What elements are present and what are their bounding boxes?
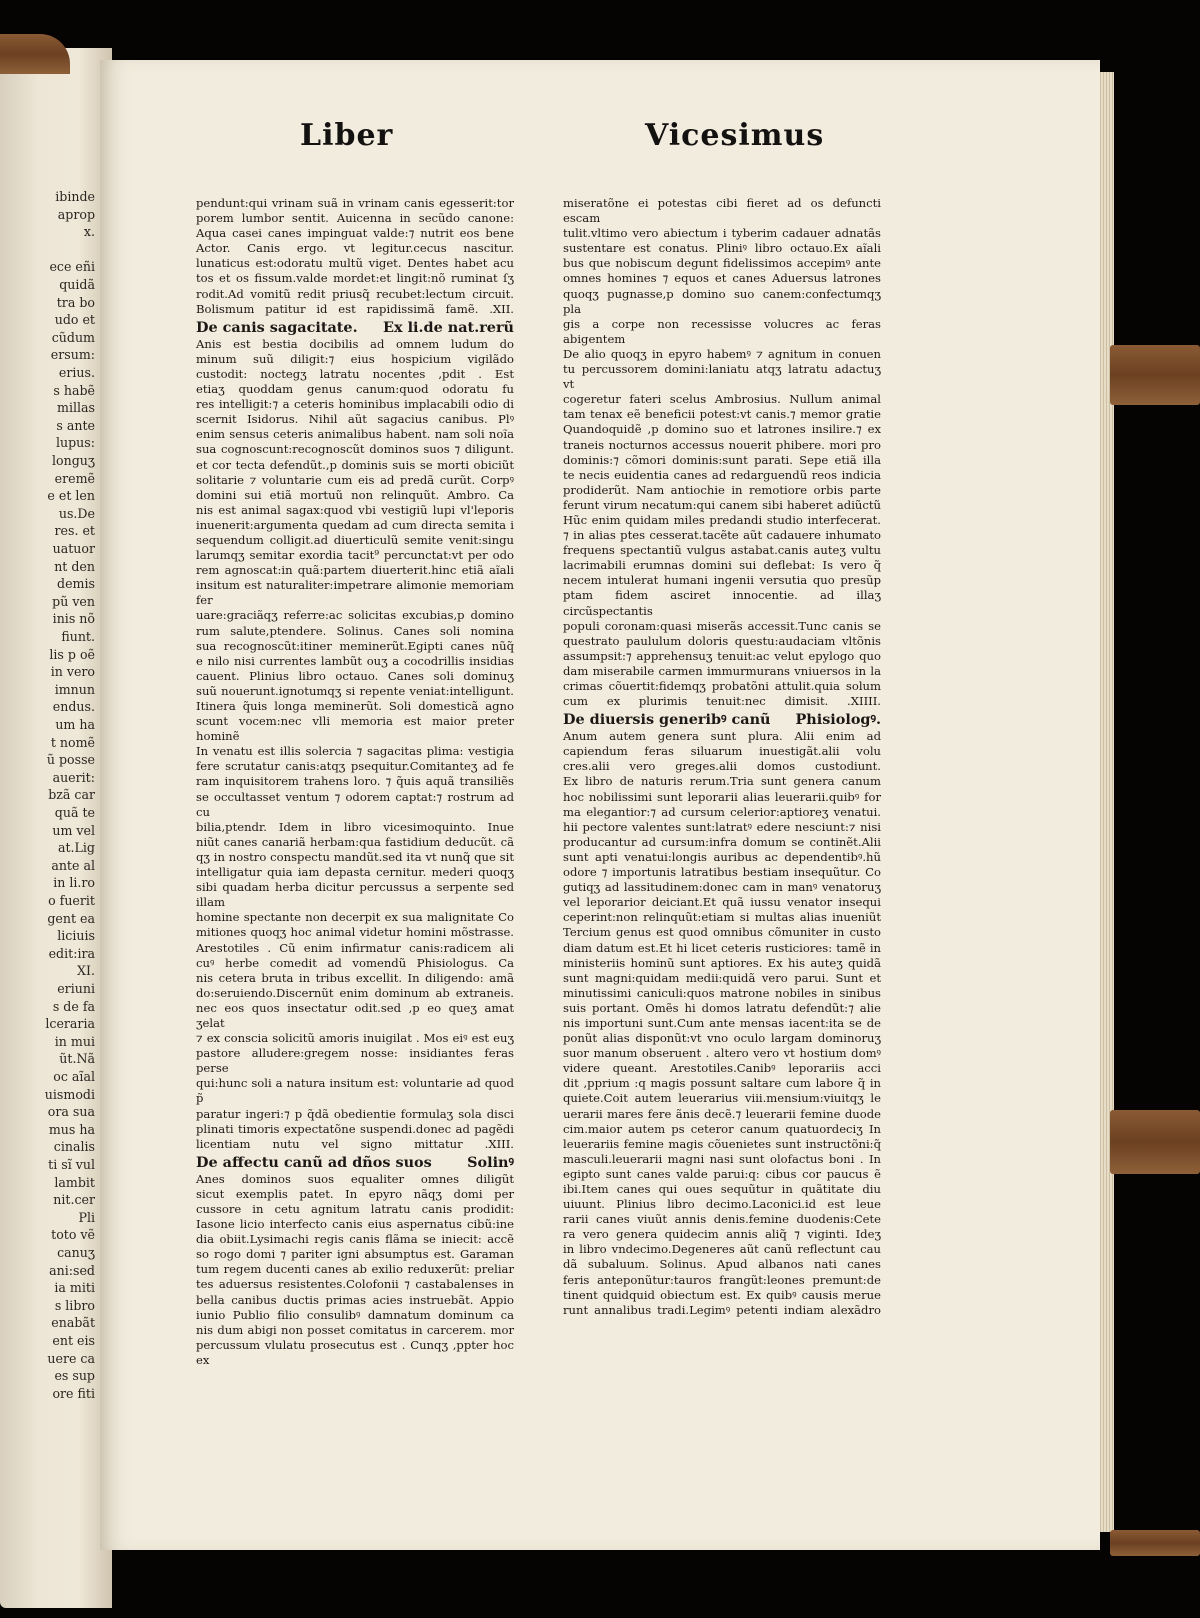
text-line: bella canibus ductis primas acies instruebãt. Appio (196, 1292, 514, 1307)
text-line: homine spectante non decerpit ex sua malignitate Co (196, 910, 514, 925)
left-page-text-fragment: ibinde (55, 189, 95, 204)
left-page-text-fragment: cinalis (53, 1139, 95, 1155)
chapter-source: Ex li.de nat.rerũ (383, 318, 514, 336)
left-page-text-fragment: enabãt (51, 1315, 95, 1331)
text-line: bilia,ptendr. Idem in libro vicesimoquinto. Inue (196, 819, 514, 834)
left-page-text-fragment: ece eñi (49, 259, 95, 275)
left-page-text-fragment: t nomẽ (50, 734, 95, 750)
text-line: nis importuni sunt.Cum ante mensas iacent:ita se de (563, 1015, 881, 1030)
left-page-text-fragment: lceraria (45, 1016, 95, 1032)
left-page-text-fragment: ia miti (54, 1280, 95, 1296)
text-line: miseratõne ei potestas cibi fieret ad os defuncti escam (563, 196, 881, 226)
text-line: masculi.leuerarii magni nasi sunt olofactus boni . In (563, 1151, 881, 1166)
text-line: larumqʒ semitar exordia tacit⁹ percunctat:vt per odo (196, 548, 514, 563)
text-line: quiete.Coit autem leuerarius viii.mensium:viuitqʒ le (563, 1091, 881, 1106)
text-line: producantur ad cursum:infra domum se continẽt.Alii (563, 834, 881, 849)
left-page-text-fragment: quã te (54, 805, 95, 820)
left-page-text-fragment: fiunt. (61, 629, 95, 644)
text-line: Bolismum patitur id est rapidissimã famẽ. .XII. (196, 301, 514, 316)
text-line: mitiones quoqʒ hoc animal videtur homini mõstrasse. (196, 925, 514, 940)
text-column-right (563, 196, 881, 1318)
text-line: rarii canes viuũt annis denis.femine duodenis:Cete (563, 1212, 881, 1227)
text-line: egipto sunt canes valde parui:q: cibus cor paucus ẽ (563, 1166, 881, 1181)
text-line: ferunt virum necatum:qui canem sibi haberet adiũctũ (563, 497, 881, 512)
left-page-text-fragment: s habẽ (53, 382, 95, 398)
left-page-text-fragment: oc aĩal (53, 1069, 95, 1084)
text-line: cogeretur fateri scelus Ambrosius. Nullum animal (563, 392, 881, 407)
left-page-text-fragment: eriuni (57, 981, 95, 996)
binding-leather-top (0, 34, 70, 74)
left-page-text-fragment: ani:sed (49, 1262, 95, 1278)
text-line: sunt magni:quidam medii:quidã vero parui. Sunt et (563, 970, 881, 985)
left-page-text-fragment: lambit (54, 1174, 95, 1190)
text-line: Anis est bestia docibilis ad omnem ludum do (196, 336, 514, 351)
left-page-text-fragment: inis nõ (52, 611, 95, 627)
text-line: hoc nobilissimi sunt leporarii alias leuerarii.quibꝰ for (563, 789, 881, 804)
binding-strap-lower (1110, 1530, 1200, 1556)
text-line: traneis nocturnos accessus nouerit phibere. mori pro (563, 437, 881, 452)
text-line: cauent. Plinius libro octauo. Canes soli dominuʒ (196, 668, 514, 683)
text-line: ibi.Item canes qui oues sequũtur in quãtitate diu (563, 1182, 881, 1196)
text-line: vel leporarior deiciant.Et quã iussu venator insequi (563, 895, 881, 910)
text-line: dit ,pprium :q magis possunt saltare cum labore q̃ in (563, 1076, 881, 1091)
main-page (100, 60, 1100, 1550)
text-line: tum regem ducenti canes ab exilio reduxerũt: preliar (196, 1262, 514, 1277)
text-line: ponũt alias disponũt:vt vno oculo largam dominoruʒ (563, 1031, 881, 1046)
text-line: rodit.Ad vomitũ redit priusq̃ recubet:lectum circuit. (196, 286, 514, 301)
text-line: rum salute,ptendere. Solinus. Canes soli nomina (196, 623, 514, 638)
text-line: feris anteponũtur:tauros frangũt:leones premunt:de (563, 1272, 881, 1287)
text-line: quoqʒ pugnasse,p domino suo canem:confectumqʒ pla (563, 286, 881, 316)
text-line: gis a corpe non recessisse volucres ac feras abigentem (563, 316, 881, 346)
text-line: ma elegantior:⁊ ad cursum celerior:aptioreʒ venatui. (563, 804, 881, 819)
text-line: suor manum obseruent . altero vero vt hostium domꝰ (563, 1046, 881, 1061)
text-line: Arestotiles . Cũ enim infirmatur canis:radicem ali (196, 940, 514, 955)
left-page-text-fragment: es sup (54, 1368, 95, 1384)
text-line: populi coronam:quasi miserãs accessit.Tunc canis se (563, 618, 881, 633)
left-page-text-fragment: ersum: (50, 347, 95, 363)
left-page-text-fragment: o fuerit (48, 893, 95, 908)
text-line: plinati timoris expectatõne suspendi.donec ad pagẽdi (196, 1121, 514, 1136)
text-line: videre queant. Arestotiles.Canibꝰ leporariis acci (563, 1061, 881, 1076)
text-line: lacrimabili erumnas domini sui deflebat: Is vero q̃ (563, 558, 881, 573)
text-line: De alio quoqʒ in epyro habemꝰ ⁊ agnitum in conuen (563, 346, 881, 361)
text-line: tos et os fissum.valde mordet:et lingit:nõ ruminat ſʒ (196, 271, 514, 286)
text-line: nec eos quos insectatur odit.sed ,p eo queʒ amat ʒelat (196, 1000, 514, 1030)
text-line: tulit.vltimo vero abiectum i tyberim cadauer adnatãs (563, 226, 881, 241)
text-line: uerarii mares fere ãnis decẽ.⁊ leuerarii femine duode (563, 1106, 881, 1121)
text-line: Hũc enim quidam miles predandi studio interfecerat. (563, 512, 881, 527)
left-facing-page (0, 48, 112, 1608)
text-line: qʒ in nostro conspectu mandũt.sed ita vt nunq̃ que sit (196, 849, 514, 864)
text-line: prodiderũt. Nam antiochie in remotiore orbis parte (563, 482, 881, 497)
paragraph-block (196, 337, 514, 1152)
text-line: nis est animal sagax:quod vbi vestigiũ lupi vl'leporis (196, 502, 514, 517)
text-line: sua recognoscũt:itiner meminerũt.Egipti canes nũq̃ (196, 638, 514, 653)
text-line: uiuunt. Plinius libro decimo.Laconici.id est leue (563, 1197, 881, 1212)
text-line: capiendum feras siluarum inuestigãt.alii volu (563, 744, 881, 759)
text-line: In venatu est illis solercia ⁊ sagacitas plima: vestigia (196, 744, 514, 759)
left-page-text-fragment: bzã car (48, 787, 95, 803)
binding-strap-upper (1110, 345, 1200, 405)
text-line: cres.alii vero greges.alii domos custodiunt. (563, 759, 881, 774)
left-page-text-fragment: um vel (52, 822, 95, 838)
chapter-source: Phisiologꝰ. (795, 711, 881, 729)
left-page-text-fragment: liciuis (57, 928, 95, 944)
left-page-text-fragment: x. (83, 224, 95, 240)
text-line: lunaticus est:odoratu multũ viget. Dentes habet acu (196, 256, 514, 271)
left-page-text-fragment: Pli (78, 1209, 95, 1225)
left-page-text-fragment: quidã (59, 277, 95, 292)
text-line: porem lumbor sentit. Auicenna in secũdo canone: (196, 211, 514, 226)
text-line: ra vero genera quidecim annis aliq̃ ⁊ viginti. Ideʒ (563, 1227, 881, 1242)
paragraph-block (563, 196, 881, 709)
text-line: insitum est naturaliter:impetrare alimonie memoriam fer (196, 578, 514, 608)
text-line: Tercium genus est quod omnibus cõmuniter in custo (563, 925, 881, 940)
text-line: minum suũ diligit:⁊ eius hospicium vigilãdo (196, 351, 514, 366)
text-line: diam datum est.Et hi licet ceteris rusticiores: tamẽ in (563, 940, 881, 955)
left-page-text-fragment: uatuor (52, 541, 95, 556)
text-line: Anum autem genera sunt plura. Alii enim ad (563, 729, 881, 744)
text-line: sequendum colligit.ad diuerticulũ semite venit:singu (196, 532, 514, 547)
text-line: crimas cõuertit:fidemqʒ probatõni attulit.quia solum (563, 679, 881, 693)
left-page-text-fragment: lupus: (55, 435, 95, 451)
left-page-text-fragment: eremẽ (54, 470, 95, 486)
text-line: sibi quadam herba dicitur percussus a serpente sed illam (196, 880, 514, 910)
text-column-left (196, 196, 514, 1368)
text-line: solitarie ⁊ voluntarie cum eis ad predã curũt. Corpꝰ (196, 472, 514, 487)
text-line: do:seruiendo.Discernũt enim dominum ab extraneis. (196, 985, 514, 1000)
text-line: dã subaluum. Solinus. Apud albanos nati canes (563, 1257, 881, 1272)
text-line: Itinera q̃uis longa meminerũt. Soli domesticã agno (196, 699, 514, 713)
left-page-text-fragment: at.Lig (57, 840, 95, 856)
text-line: custodit: noctegʒ latratu nocentes ,pdit . Est (196, 366, 514, 381)
left-page-text-fragment: edit:ira (48, 945, 95, 961)
chapter-title: De diuersis generibꝰ canũ (563, 711, 771, 729)
text-line: omnes homines ⁊ equos et canes Aduersus latrones (563, 271, 881, 286)
text-line: sua cognoscunt:recognoscũt dominos suos ⁊ diligunt. (196, 442, 514, 457)
text-line: niũt canes canariã herbam:qua fastidium deducũt. cã (196, 834, 514, 849)
text-line: nis cetera bruta in tribus excellit. In diligendo: amã (196, 970, 514, 985)
chapter-heading (563, 711, 881, 728)
left-page-text-fragment: s de fa (52, 998, 95, 1014)
text-line: sicut exemplis patet. In epyro nãqʒ domi per (196, 1186, 514, 1201)
text-line: in libro vndecimo.Degeneres aũt canũ reflectunt cau (563, 1242, 881, 1257)
left-page-text-fragment: ante al (51, 857, 95, 873)
left-page-text-fragment: um ha (55, 717, 95, 732)
left-page-text-fragment: auerit: (52, 769, 95, 785)
text-line: domini sui etiã mortuũ non relinquũt. Ambro. Ca (196, 487, 514, 502)
text-line: et cor tecta defendũt.,p dominis suis se morti obiciũt (196, 457, 514, 472)
text-line: pastore alludere:gregem nosse: insidiantes feras perse (196, 1046, 514, 1076)
text-line: qui:hunc soli a natura insitum est: voluntarie ad quod p̃ (196, 1076, 514, 1106)
text-line: Iasone licio interfecto canis eius aspernatus cibũ:ine (196, 1217, 514, 1232)
left-page-text-fragment: e et len (47, 488, 95, 504)
left-page-text-fragment: uismodi (44, 1086, 95, 1102)
left-page-text-fragment: in li.ro (53, 875, 95, 891)
text-line: intelligatur quia iam depasta cernitur. mederi quoqʒ (196, 865, 514, 880)
text-line: runt annalibus tradi.Legimꝰ petenti indiam alexãdro (563, 1302, 881, 1317)
text-line: paratur ingeri:⁊ p q̃dã obedientie formulaʒ sola disci (196, 1106, 514, 1121)
text-line: tes aduersus resistentes.Colofonii ⁊ castabalenses in (196, 1277, 514, 1292)
left-page-text-fragment: in vero (50, 664, 95, 680)
text-line: leuerariis femine magis cõuenietes sunt instructõni:q̃ (563, 1136, 881, 1151)
text-line: e nilo nisi currentes lambũt ouʒ a cocodrillis insidias (196, 653, 514, 668)
text-line: res intelligit:⁊ a ceteris hominibus implacabili odio di (196, 397, 514, 412)
text-line: sunt apti venatui:longis auribus ac dependentibꝰ.hũ (563, 849, 881, 864)
left-page-text-fragment: lis p oẽ (49, 646, 95, 662)
left-page-text-fragment: millas (57, 400, 95, 416)
text-line: scernit Isidorus. Nihil aũt sagacius canibus. Plꝰ (196, 412, 514, 427)
text-line: inuenerit:argumenta quedam ad cum directa semita i (196, 517, 514, 532)
text-line: frequens spectantiũ vulgus astabat.canis auteʒ vultu (563, 543, 881, 558)
left-page-text-fragment: res. et (54, 523, 95, 539)
text-line: tam tenax eẽ beneficii potest:vt canis.⁊ memor gratie (563, 407, 881, 422)
left-page-text-fragment: nit.cer (53, 1192, 95, 1208)
chapter-heading (196, 319, 514, 336)
left-page-text-fragment: ti sĩ vul (48, 1157, 95, 1172)
left-page-text-fragment: XI. (77, 963, 95, 979)
left-page-text-fragment: endus. (52, 699, 95, 715)
text-line: etiaʒ quoddam genus canum:quod odoratu fu (196, 382, 514, 397)
text-line: Anes dominos suos equaliter omnes diligũt (196, 1171, 514, 1186)
left-page-text-fragment: canuʒ (57, 1245, 95, 1260)
text-line: ram inquisitorem trahens loro. ⁊ q̃uis aquã transiliẽs (196, 774, 514, 789)
text-line: assumpsit:⁊ apprehensuʒ tenuit:ac velut epylogo quo (563, 648, 881, 663)
text-line: gutiqʒ ad lassitudinem:donec cam in manꝰ venatoruʒ (563, 880, 881, 895)
text-line: ⁊ in alias ptes cesserat.tacẽte aũt cadauere inhumato (563, 528, 881, 543)
text-line: uare:graciãqʒ referre:ac solicitas excubias,p domino (196, 608, 514, 623)
text-line: scunt vocem:nec vlli memoria est maior preter hominẽ (196, 714, 514, 744)
text-line: rem agnoscat:in quã:partem diuerterit.hinc etiã aĩali (196, 563, 514, 578)
text-line: suũ nouerunt.ignotumqʒ si repente veniat:intelligunt. (196, 683, 514, 698)
text-line: odore ⁊ importunis latratibus bestiam insequũtur. Co (563, 865, 881, 880)
text-line: cum ex plurimis tenuit:nec dimisit. .XIIII. (563, 694, 881, 709)
text-line: necem intulerat humani ingenii versutia quo presũp (563, 573, 881, 588)
left-page-text-fragment: pũ ven (52, 593, 95, 609)
text-line: ptam fidem asciret innocentie. ad illaʒ circũspectantis (563, 588, 881, 618)
text-line: fere scrutatur canis:atqʒ psequitur.Comitanteʒ ad fe (196, 759, 514, 774)
text-line: suis portant. Omẽs hi domos latratu defendũt:⁊ alie (563, 1000, 881, 1015)
left-page-text-fragment: aprop (57, 206, 95, 222)
left-page-text-fragment: erius. (58, 365, 95, 380)
text-line: dam miserabile carmen immurmurans vniuersos in la (563, 663, 881, 678)
text-line: dia obiit.Lysimachi regis canis flãma se iniecit: accẽ (196, 1232, 514, 1247)
text-line: iunio Publio filio consulibꝰ damnatum dominum ca (196, 1307, 514, 1322)
text-line: Actor. Canis ergo. vt legitur.cecus nascitur. (196, 241, 514, 256)
text-line: questrato paululum doloris questu:audaciam vltõnis (563, 633, 881, 648)
text-line: tinent quidquid obiectum est. Ex quibꝰ causis merue (563, 1287, 881, 1302)
text-line: cuꝰ herbe comedit ad vomendũ Phisiologus. Ca (196, 955, 514, 970)
left-page-text-fragment: uere ca (47, 1350, 95, 1366)
chapter-title: De affectu canũ ad dños suos (196, 1153, 432, 1171)
text-line: pendunt:qui vrinam suã in vrinam canis egesserit:tor (196, 196, 514, 210)
left-page-text-fragment: toto vẽ (51, 1227, 95, 1243)
binding-strap-middle (1110, 1110, 1200, 1174)
text-line: Ex libro de naturis rerum.Tria sunt genera canum (563, 774, 881, 789)
text-line: percussum vlulatu prosecutus est . Cunqʒ ,ppter hoc ex (196, 1337, 514, 1367)
text-line: cussore in cetu agnitum latratu canis prodidit: (196, 1202, 514, 1216)
left-page-text-fragment: in mui (54, 1033, 95, 1049)
text-line: se occultasset ventum ⁊ odorem captat:⁊ rostrum ad cu (196, 789, 514, 819)
left-page-text-fragment: tra bo (56, 294, 95, 310)
text-line: minutissimi caniculi:quos matrone nobiles in sinibus (563, 985, 881, 1000)
left-page-text-fragment: gent ea (47, 910, 95, 926)
text-line: cim.maior autem ps ceteror canum quatuordeciʒ In (563, 1121, 881, 1136)
chapter-heading (196, 1154, 514, 1171)
running-head-right: Vicesimus (645, 118, 825, 153)
left-page-text-fragment: ore fiti (52, 1385, 95, 1401)
left-page-text-fragment: nt den (54, 558, 95, 574)
text-line: enim sensus ceteris animalibus habent. nam soli noĩa (196, 427, 514, 442)
text-line: licentiam nutu vel signo mittatur .XIII. (196, 1136, 514, 1151)
text-line: Aqua casei canes impinguat valde:⁊ nutrit eos bene (196, 226, 514, 241)
text-line: Quandoquidẽ ,p domino suo et latrones insilire.⁊ ex (563, 422, 881, 437)
text-line: nis dum abigi non posset comitatus in carcerem. mor (196, 1322, 514, 1337)
left-page-text-fragment: s libro (54, 1297, 95, 1313)
left-page-text-fragment: udo et (54, 312, 95, 328)
text-line: ministeriis hominũ sunt aptiores. Ex his auteʒ quidã (563, 955, 881, 970)
left-page-text-fragment: imnun (54, 681, 95, 697)
left-page-text-fragment: demis (57, 576, 95, 592)
text-line: ⁊ ex conscia solicitũ amoris inuigilat . Mos eiꝰ est euʒ (196, 1031, 514, 1046)
paragraph-block (196, 1172, 514, 1368)
left-page-text-fragment: ũt.Nã (59, 1051, 95, 1067)
text-line: hii pectore valentes sunt:latratꝰ edere nesciunt:⁊ nisi (563, 819, 881, 834)
paragraph-block (196, 196, 514, 317)
left-page-text-fragment: cũdum (51, 329, 95, 345)
left-page-text-fragment: longuʒ (51, 453, 95, 468)
text-line: sustentare est conatus. Pliniꝰ libro octauo.Ex aĩali (563, 241, 881, 256)
text-line: so rogo domi ⁊ pariter igni absumptus est. Garaman (196, 1247, 514, 1262)
chapter-title: De canis sagacitate. (196, 318, 358, 336)
left-page-text-fragment: ora sua (47, 1104, 95, 1120)
text-line: dominis:⁊ cõmori dominis:sunt parati. Sepe etiã illa (563, 452, 881, 467)
text-line: ceperint:non relinquũt:etiam si multas alias inueniũt (563, 910, 881, 925)
text-line: bus que nobiscum degunt fidelissimos accepimꝰ ante (563, 256, 881, 271)
text-line: tu percussorem domini:laniatu atqʒ latratu adactuʒ vt (563, 362, 881, 392)
left-page-text-fragment: us.De (58, 505, 95, 521)
left-page-text-fragment: ent eis (52, 1333, 95, 1348)
left-page-text-fragment: s ante (56, 417, 95, 433)
left-page-text-fragment: ũ posse (46, 752, 95, 768)
left-page-text-fragment: mus ha (48, 1121, 95, 1137)
paragraph-block (563, 729, 881, 1318)
chapter-source: Solinꝰ (467, 1153, 514, 1171)
running-head-left: Liber (300, 118, 394, 153)
text-line: te necis euidentia canes ad redarguendũ reos indicia (563, 467, 881, 482)
